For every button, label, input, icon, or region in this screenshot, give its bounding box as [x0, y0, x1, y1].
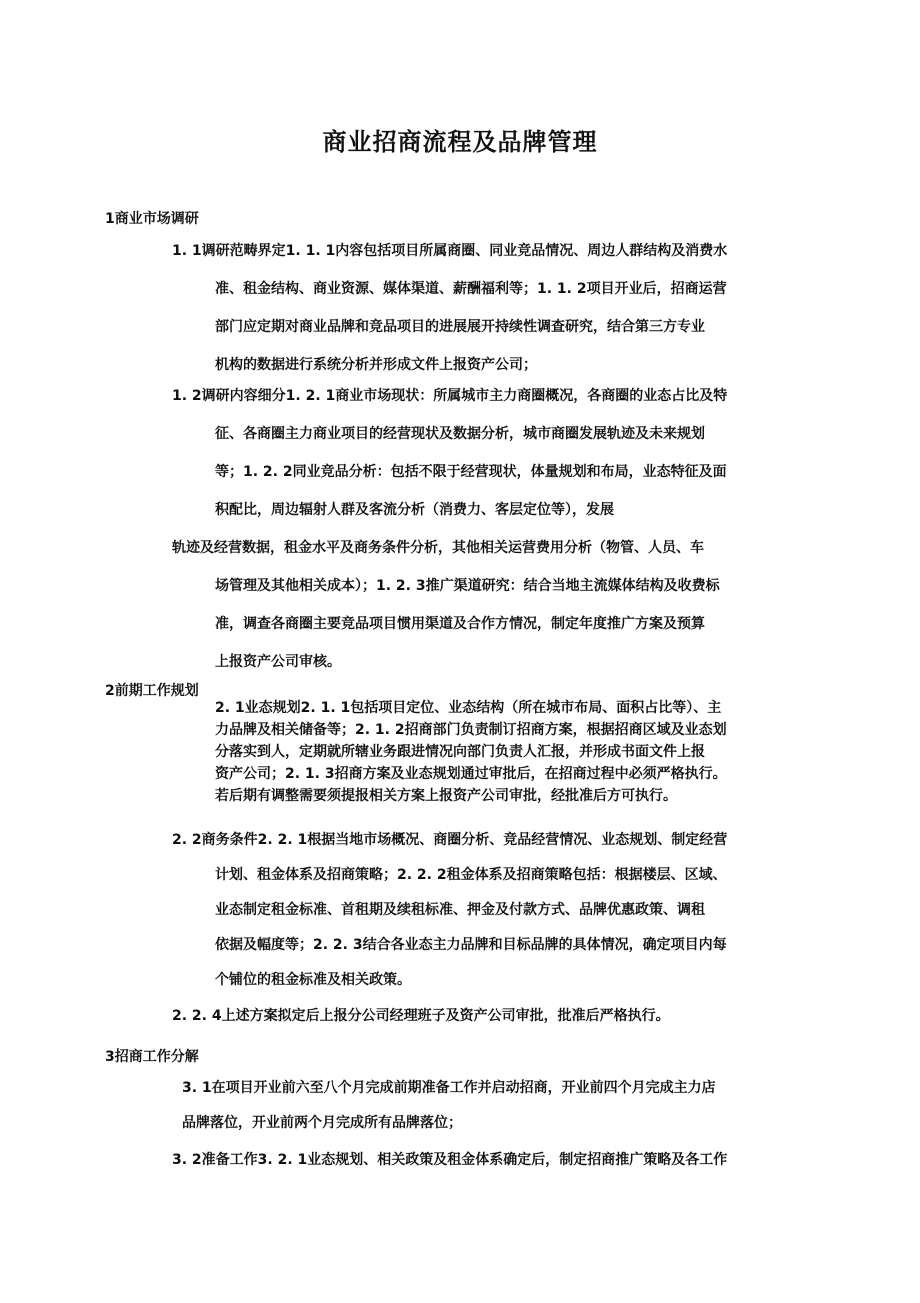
text-line: 机构的数据进行系统分析并形成文件上报资产公司；: [215, 357, 537, 373]
text-line: 力品牌及相关储备等；2. 1. 2招商部门负责制订招商方案，根据招商区域及业态划: [215, 722, 727, 738]
paragraph-2-2-4: [172, 1009, 670, 1023]
paragraph-2-2: [172, 833, 727, 987]
text-line: 等；1. 2. 2同业竞品分析：包括不限于经营现状，体量规划和布局，业态特征及面: [215, 464, 727, 480]
text-line: 品牌落位，开业前两个月完成所有品牌落位；: [182, 1115, 462, 1131]
text-line: 2. 2商务条件2. 2. 1根据当地市场概况、商圈分析、竞品经营情况、业态规划、制定经营: [172, 832, 728, 848]
text-line: 2. 2. 4上述方案拟定后上报分公司经理班子及资产公司审批，批准后严格执行。: [172, 1008, 670, 1024]
text-line: 场管理及其他相关成本）；1. 2. 3推广渠道研究：结合当地主流媒体结构及收费标: [215, 578, 720, 594]
document-title: 商业招商流程及品牌管理: [322, 128, 598, 156]
text-line: 1. 2调研内容细分1. 2. 1商业市场现状：所属城市主力商圈概况，各商圈的业态占比及特: [172, 388, 728, 404]
text-line: 若后期有调整需要须提报相关方案上报资产公司审批，经批准后方可执行。: [215, 788, 677, 804]
text-line: 依据及幅度等；2. 2. 3结合各业态主力品牌和目标品牌的具体情况，确定项目内每: [215, 937, 727, 953]
section-heading-1: 1商业市场调研: [105, 211, 199, 227]
section-heading-2: 2前期工作规划: [105, 683, 199, 699]
text-line: 3. 1在项目开业前六至八个月完成前期准备工作并启动招商，开业前四个月完成主力店: [182, 1080, 716, 1096]
text-line: 计划、租金体系及招商策略；2. 2. 2租金体系及招商策略包括：根据楼层、区域、: [215, 867, 727, 883]
paragraph-1-1: [172, 244, 727, 372]
paragraph-1-2: [172, 389, 727, 669]
text-line: 准、租金结构、商业资源、媒体渠道、薪酬福利等；1. 1. 2项目开业后，招商运营: [215, 281, 727, 297]
text-line: 业态制定租金标准、首租期及续租标准、押金及付款方式、品牌优惠政策、调租: [215, 902, 705, 918]
text-line: 准，调查各商圈主要竞品项目惯用渠道及合作方情况，制定年度推广方案及预算: [215, 616, 705, 632]
paragraph-3-1: [182, 1081, 716, 1130]
text-line: 资产公司；2. 1. 3招商方案及业态规划通过审批后，在招商过程中必须严格执行。: [215, 766, 727, 782]
text-line: 轨迹及经营数据，租金水平及商务条件分析，其他相关运营费用分析（物管、人员、车: [172, 540, 704, 556]
paragraph-2-1: [215, 701, 727, 803]
text-line: 积配比，周边辐射人群及客流分析（消费力、客层定位等），发展: [215, 502, 614, 518]
text-line: 上报资产公司审核。: [215, 654, 341, 670]
text-line: 征、各商圈主力商业项目的经营现状及数据分析，城市商圈发展轨迹及未来规划: [215, 426, 705, 442]
text-line: 1. 1调研范畴界定1. 1. 1内容包括项目所属商圈、同业竞品情况、周边人群结构及消费水: [172, 243, 728, 259]
section-heading-3: 3招商工作分解: [105, 1049, 199, 1065]
paragraph-3-2: [172, 1153, 727, 1167]
text-line: 个铺位的租金标准及相关政策。: [215, 972, 411, 988]
text-line: 分落实到人，定期就所辖业务跟进情况向部门负责人汇报，并形成书面文件上报: [215, 744, 705, 760]
text-line: 2. 1业态规划2. 1. 1包括项目定位、业态结构（所在城市布局、面积占比等）、主: [215, 700, 722, 716]
text-line: 3. 2准备工作3. 2. 1业态规划、相关政策及租金体系确定后，制定招商推广策略及各工作: [172, 1152, 728, 1168]
text-line: 部门应定期对商业品牌和竞品项目的进展展开持续性调查研究，结合第三方专业: [215, 319, 705, 335]
